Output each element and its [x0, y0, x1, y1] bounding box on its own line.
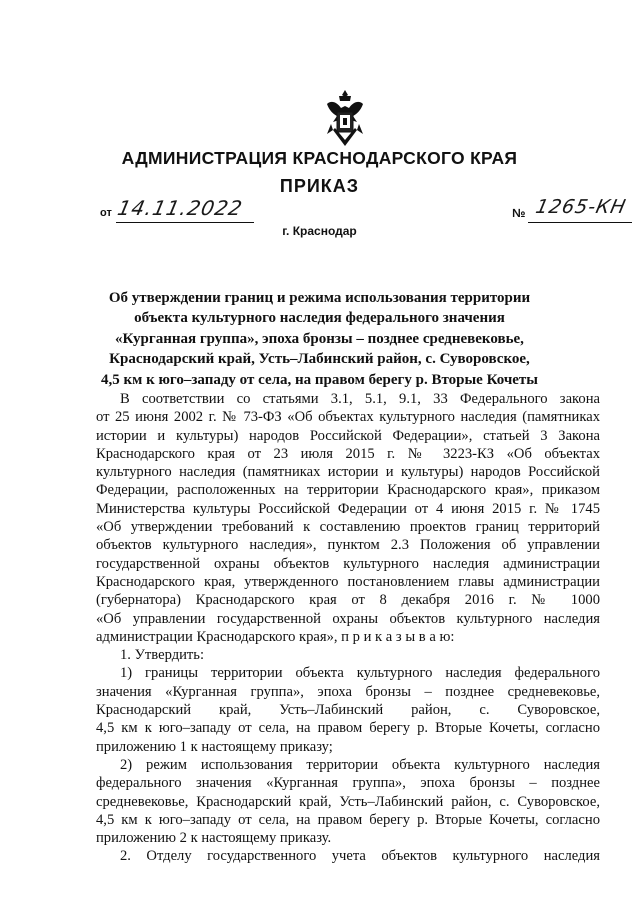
organization-title: АДМИНИСТРАЦИЯ КРАСНОДАРСКОГО КРАЯ	[121, 148, 518, 168]
body-line: истории и культуры) народов Российской Федерации», статьей 3 Закона	[96, 427, 600, 444]
body-line: Краснодарского края, утвержденного постановлением главы администрации	[96, 573, 600, 590]
body-line: федерального значения «Курганная группа», эпоха бронзы – позднее	[96, 775, 600, 792]
body-line: средневековье, Краснодарский край, Усть–Лабинский район, с. Суворовское,	[96, 793, 600, 810]
body-line: Федерации, расположенных на территории Краснодарского края», приказом	[96, 482, 600, 499]
number-label: №	[512, 206, 526, 220]
heading-line: «Курганная группа», эпоха бронзы – позднее средневековье,	[115, 330, 524, 347]
body-line: 2) режим использования территории объекта культурного наследия	[120, 756, 600, 773]
body-line: значения «Курганная группа», эпоха бронзы – позднее средневековье,	[96, 683, 600, 700]
city-label: г. Краснодар	[282, 224, 357, 238]
body-line: культурного наследия (памятниках истории и культуры) народов Российской	[96, 464, 600, 481]
heading-line: 4,5 км к юго–западу от села, на правом берегу р. Вторые Кочеты	[100, 371, 539, 388]
date-underline	[116, 222, 254, 223]
order-heading	[0, 288, 639, 390]
handwritten-date: 14.11.2022	[115, 196, 246, 220]
heading-line: Об утверждении границ и режима использования территории	[108, 290, 531, 306]
body-line: приложению 2 к настоящему приказу.	[96, 830, 332, 847]
number-underline	[528, 222, 632, 223]
order-body	[96, 390, 600, 866]
body-line: от 25 июня 2002 г. № 73-ФЗ «Об объектах культурного наследия (памятниках	[96, 409, 600, 426]
heading-line: Краснодарский край, Усть–Лабинский район, с. Суворовское,	[109, 351, 530, 368]
heading-line: объекта культурного наследия федерального значения	[134, 310, 505, 327]
body-line: 1) границы территории объекта культурного наследия федерального	[120, 665, 600, 682]
body-line: 2. Отделу государственного учета объектов культурного наследия	[120, 848, 600, 865]
body-line: Краснодарского края от 23 июля 2015 г. № 3223-КЗ «Об объектах	[96, 445, 600, 462]
body-line: (губернатора) Краснодарского края от 8 декабря 2016 г. № 1000	[96, 592, 600, 609]
body-line: 4,5 км к юго–западу от села, на правом берегу р. Вторые Кочеты, согласно	[96, 720, 600, 737]
body-line: Краснодарский край, Усть–Лабинский район, с. Суворовское,	[96, 702, 600, 719]
body-line: «Об управлении государственной охраны объектов культурного наследия	[96, 610, 600, 627]
coat-of-arms-icon	[321, 88, 369, 150]
body-line: приложению 1 к настоящему приказу;	[96, 738, 333, 755]
body-line: «Об утверждении требований к составлению проектов границ территорий	[96, 519, 600, 536]
date-label: от	[100, 207, 112, 219]
handwritten-number: 1265-КН	[533, 196, 629, 218]
body-line: объектов культурного наследия», пунктом 2.3 Положения об управлении	[96, 537, 600, 554]
body-line: 4,5 км к юго–западу от села, на правом берегу р. Вторые Кочеты, согласно	[96, 811, 600, 828]
body-line: В соответствии со статьями 3.1, 5.1, 9.1, 33 Федерального закона	[120, 391, 600, 407]
body-line: Министерства культуры Российской Федерации от 4 июня 2015 г. № 1745	[96, 500, 600, 517]
body-line: государственной охраны объектов культурного наследия администрации	[96, 555, 600, 572]
document-type: ПРИКАЗ	[279, 176, 360, 196]
body-line: 1. Утвердить:	[120, 647, 205, 664]
body-line: администрации Краснодарского края», п р и к а з ы в а ю:	[96, 628, 455, 645]
